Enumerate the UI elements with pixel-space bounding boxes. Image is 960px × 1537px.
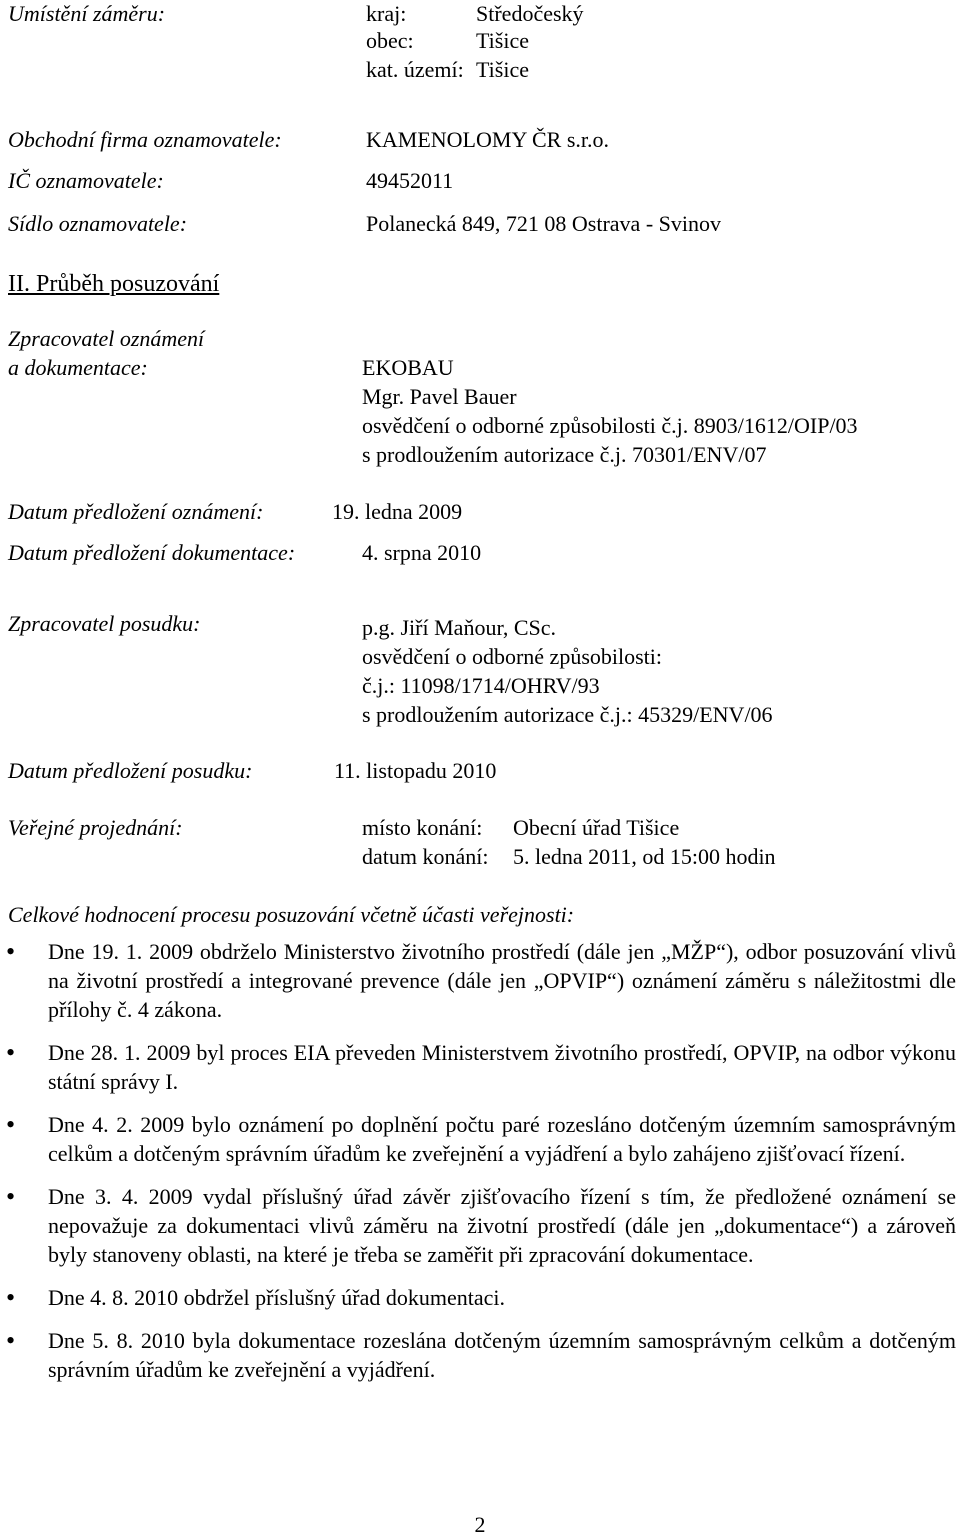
ic-label: IČ oznamovatele: [8,168,164,193]
firma-label: Obchodní firma oznamovatele: [8,127,282,152]
list-item: • Dne 28. 1. 2009 byl proces EIA převeden Ministerstvem životního prostředí, OPVIP, na odbor výkonu státní správy I. [8,1038,956,1096]
umisteni-label: Umístění záměru: [8,1,166,26]
misto-label: místo konání: [362,815,483,840]
zpracovatel-posudku-line: č.j.: 11098/1714/OHRV/93 [362,673,600,698]
section-heading: II. Průběh posuzování [8,271,220,297]
zpracovatel-oznameni-label-2: a dokumentace: [8,355,148,380]
datum-konani-label: datum konání: [362,844,489,869]
timeline-list [8,937,956,1398]
celkove-heading: Celkové hodnocení procesu posuzování včetně účasti veřejnosti: [8,902,575,927]
obec-label: obec: [366,28,414,53]
misto-value: Obecní úřad Tišice [513,815,680,840]
obec-value: Tišice [476,28,529,53]
zpracovatel-oznameni-line: EKOBAU [362,355,454,380]
zpracovatel-posudku-details [362,613,773,729]
uzemi-value: Tišice [476,57,529,82]
sidlo-value: Polanecká 849, 721 08 Ostrava - Svinov [366,211,721,236]
datum-posudku-label: Datum předložení posudku: [8,758,253,783]
datum-posudku-value: 11. listopadu 2010 [334,758,497,783]
datum-dokumentace-label: Datum předložení dokumentace: [8,540,296,565]
datum-oznameni-value: 19. ledna 2009 [332,499,463,524]
list-item: • Dne 3. 4. 2009 vydal příslušný úřad závěr zjišťovacího řízení s tím, že předložené oznámení se nepovažuje za dokumentaci vlivů záměru na životní prostředí (dále jen „dokumentace“) a zároveň byly stanoveny oblasti, na které je třeba se zaměřit při zpracování dokumentace. [8,1182,956,1269]
list-item: • Dne 4. 8. 2010 obdržel příslušný úřad dokumentaci. [8,1283,956,1312]
zpracovatel-oznameni-line: osvědčení o odborné způsobilosti č.j. 8903/1612/OIP/03 [362,413,858,438]
zpracovatel-oznameni-label-1: Zpracovatel oznámení [8,326,205,351]
zpracovatel-oznameni-line: Mgr. Pavel Bauer [362,384,517,409]
page-number: 2 [474,1512,486,1537]
zpracovatel-oznameni-line: s prodloužením autorizace č.j. 70301/ENV/07 [362,442,767,467]
zpracovatel-posudku-line: p.g. Jiří Maňour, CSc. [362,615,557,640]
list-item: • Dne 19. 1. 2009 obdrželo Ministerstvo životního prostředí (dále jen „MŽP“), odbor posuzování vlivů na životní prostředí a integrované prevence (dále jen „OPVIP“) oznámení záměru s náležitostmi dle přílohy č. 4 zákona. [8,937,956,1024]
zpracovatel-posudku-label: Zpracovatel posudku: [8,611,201,636]
kraj-value: Středočeský [476,1,584,26]
datum-oznameni-label: Datum předložení oznámení: [8,499,264,524]
list-item: • Dne 5. 8. 2010 byla dokumentace rozeslána dotčeným územním samosprávným celkům a dotčeným správním úřadům ke zveřejnění a vyjádření. [8,1326,956,1384]
zpracovatel-posudku-line: s prodloužením autorizace č.j.: 45329/ENV/06 [362,702,773,727]
uzemi-label: kat. území: [366,57,464,82]
sidlo-label: Sídlo oznamovatele: [8,211,188,236]
kraj-label: kraj: [366,1,407,26]
datum-dokumentace-value: 4. srpna 2010 [362,540,482,565]
firma-value: KAMENOLOMY ČR s.r.o. [366,127,610,152]
zpracovatel-oznameni-details [362,353,858,469]
list-item: • Dne 4. 2. 2009 bylo oznámení po doplnění počtu paré rozesláno dotčeným územním samosprávným celkům a dotčeným správním úřadům ke zveřejnění a vyjádření a bylo zahájeno zjišťovací řízení. [8,1110,956,1168]
ic-value: 49452011 [366,168,454,193]
datum-konani-value: 5. ledna 2011, od 15:00 hodin [513,844,776,869]
zpracovatel-posudku-line: osvědčení o odborné způsobilosti: [362,644,663,669]
verejne-label: Veřejné projednání: [8,815,183,840]
